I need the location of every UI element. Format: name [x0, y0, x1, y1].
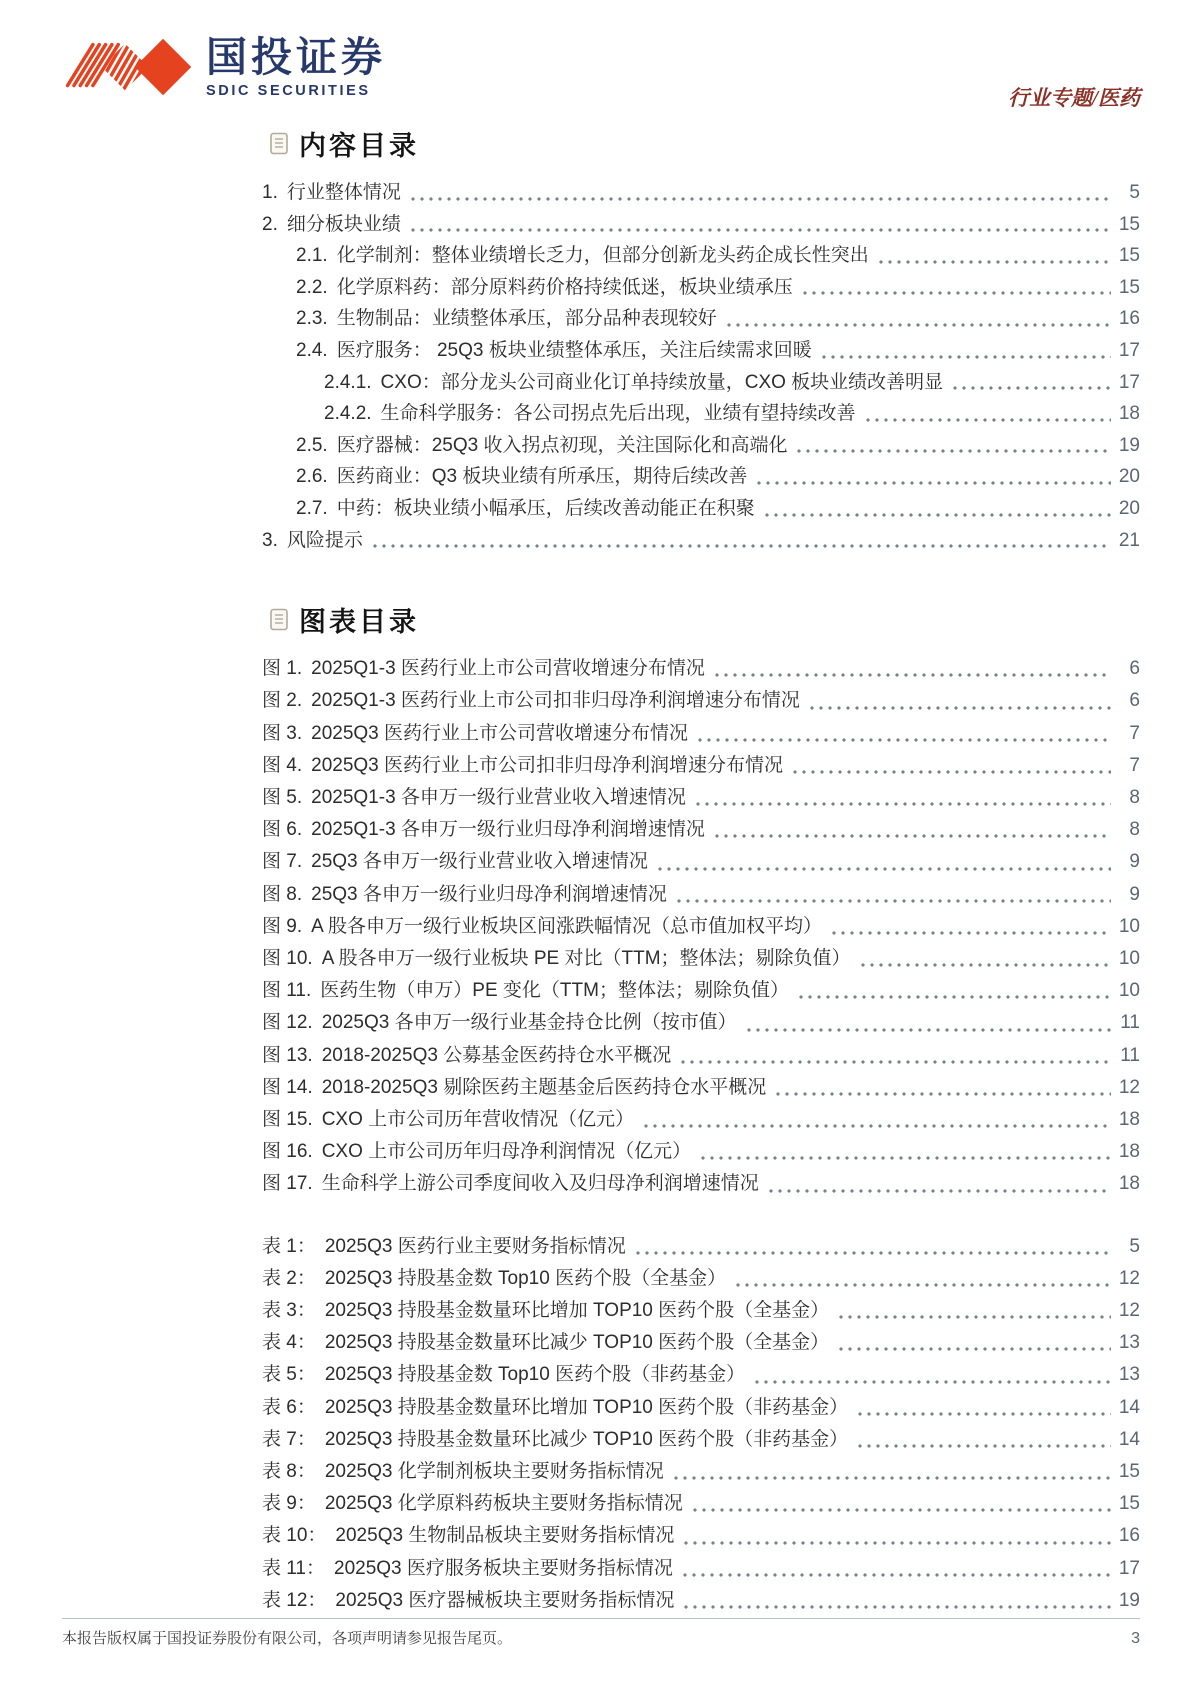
- entry-title: 2025Q1-3 医药行业上市公司营收增速分布情况: [311, 658, 705, 680]
- dot-leader: [701, 1156, 1111, 1160]
- entry-number: 表 5：: [262, 1364, 316, 1386]
- entry-number: 表 4：: [262, 1332, 316, 1354]
- entry-page: 18: [1118, 1108, 1140, 1130]
- table-entry[interactable]: [262, 1231, 1140, 1263]
- figure-entry[interactable]: [262, 750, 1140, 782]
- entry-title: 2018-2025Q3 公募基金医药持仓水平概况: [321, 1044, 672, 1066]
- entry-page: 10: [1118, 980, 1140, 1002]
- entry-page: 14: [1118, 1396, 1140, 1418]
- entry-page: 15: [1118, 245, 1140, 267]
- entry-number: 图 17.: [262, 1173, 313, 1195]
- figure-entry[interactable]: [262, 685, 1140, 717]
- entry-title: 生物制品：业绩整体承压，部分品种表现较好: [336, 308, 717, 330]
- entry-page: 5: [1129, 1235, 1140, 1257]
- entry-number: 2.5.: [296, 434, 328, 456]
- entry-page: 18: [1118, 403, 1140, 425]
- page-header: [62, 30, 1140, 112]
- table-entry[interactable]: [262, 1263, 1140, 1295]
- entry-title: 2025Q3 医疗服务板块主要财务指标情况: [334, 1557, 673, 1579]
- figure-entry[interactable]: [262, 1168, 1140, 1200]
- entry-title: 医疗器械：25Q3 收入拐点初现，关注国际化和高端化: [336, 434, 788, 456]
- toc-entry[interactable]: [262, 493, 1140, 525]
- dot-leader: [799, 995, 1111, 999]
- entry-page: 10: [1118, 947, 1140, 969]
- entry-page: 17: [1118, 371, 1140, 393]
- entry-title: 25Q3 各申万一级行业营业收入增速情况: [311, 851, 648, 873]
- dot-leader: [839, 1347, 1111, 1351]
- dot-leader: [636, 1251, 1111, 1255]
- toc-entry[interactable]: [262, 430, 1140, 462]
- dot-leader: [866, 418, 1111, 422]
- entry-number: 2.4.: [296, 339, 328, 361]
- entry-number: 图 4.: [262, 754, 303, 776]
- dot-leader: [858, 1444, 1111, 1448]
- logo-diamond-icon: [62, 30, 192, 104]
- figures-title: 图表目录: [299, 607, 419, 638]
- entry-page: 14: [1118, 1428, 1140, 1450]
- entry-page: 7: [1129, 754, 1140, 776]
- dot-leader: [411, 228, 1111, 232]
- entry-page: 19: [1118, 1589, 1140, 1611]
- entry-number: 表 9：: [262, 1493, 316, 1515]
- entry-page: 6: [1129, 658, 1140, 680]
- entry-number: 表 1：: [262, 1235, 316, 1257]
- entry-number: 2.: [262, 213, 278, 235]
- figure-entry[interactable]: [262, 653, 1140, 685]
- figures-section: [262, 600, 1140, 1617]
- entry-number: 图 3.: [262, 722, 303, 744]
- entry-number: 图 7.: [262, 851, 303, 873]
- entry-page: 11: [1120, 1012, 1140, 1034]
- entry-number: 图 9.: [262, 915, 303, 937]
- entry-title: 生命科学服务：各公司拐点先后出现，业绩有望持续改善: [380, 403, 856, 425]
- entry-number: 图 16.: [262, 1141, 313, 1163]
- table-entry[interactable]: [262, 1520, 1140, 1552]
- dot-leader: [757, 481, 1111, 485]
- entry-page: 10: [1118, 915, 1140, 937]
- toc-entry[interactable]: [262, 461, 1140, 493]
- entry-page: 15: [1118, 276, 1140, 298]
- dot-leader: [736, 1283, 1111, 1287]
- entry-title: CXO 上市公司历年营收情况（亿元）: [321, 1108, 635, 1130]
- entry-number: 2.6.: [296, 466, 328, 488]
- toc-entry[interactable]: [262, 525, 1140, 557]
- dot-leader: [644, 1124, 1111, 1128]
- figure-entry[interactable]: [262, 846, 1140, 878]
- toc-entry[interactable]: [262, 272, 1140, 304]
- dot-leader: [765, 513, 1111, 517]
- entry-number: 图 12.: [262, 1012, 313, 1034]
- dot-leader: [696, 802, 1111, 806]
- table-entry[interactable]: [262, 1424, 1140, 1456]
- entry-page: 9: [1129, 883, 1140, 905]
- entry-title: 2025Q1-3 各申万一级行业营业收入增速情况: [311, 786, 686, 808]
- dot-leader: [810, 706, 1111, 710]
- entry-title: 2025Q3 化学原料药板块主要财务指标情况: [324, 1493, 683, 1515]
- dot-leader: [861, 963, 1111, 967]
- toc-list: [262, 177, 1140, 556]
- report-category-label: 行业专题/医药: [1008, 86, 1140, 110]
- entry-number: 1.: [262, 182, 278, 203]
- dot-leader: [953, 386, 1111, 390]
- entry-title: 2025Q3 持股基金数量环比减少 TOP10 医药个股（全基金）: [324, 1332, 830, 1354]
- entry-number: 2.7.: [296, 497, 328, 519]
- entry-title: 2025Q1-3 医药行业上市公司扣非归母净利润增速分布情况: [311, 690, 800, 712]
- entry-title: 2025Q3 医药行业上市公司扣非归母净利润增速分布情况: [311, 754, 784, 776]
- figure-entry[interactable]: [262, 814, 1140, 846]
- table-entry[interactable]: [262, 1392, 1140, 1424]
- entry-number: 图 6.: [262, 819, 303, 841]
- figure-entry[interactable]: [262, 1104, 1140, 1136]
- entry-title: A 股各申万一级行业板块 PE 对比（TTM；整体法；剔除负值）: [321, 947, 851, 969]
- entry-page: 7: [1129, 722, 1140, 744]
- document-icon: [270, 132, 289, 155]
- figure-entry[interactable]: [262, 975, 1140, 1007]
- brand-name-cn: 国投证券: [206, 34, 386, 81]
- entry-title: 2025Q3 生物制品板块主要财务指标情况: [335, 1525, 675, 1547]
- toc-entry[interactable]: [262, 177, 1140, 209]
- entry-title: 2025Q3 持股基金数 Top10 医药个股（全基金）: [324, 1267, 727, 1289]
- entry-number: 图 1.: [262, 658, 303, 680]
- entry-number: 图 5.: [262, 786, 303, 808]
- dot-leader: [698, 738, 1111, 742]
- entry-number: 表 6：: [262, 1396, 316, 1418]
- entry-page: 17: [1118, 339, 1140, 361]
- dot-leader: [684, 1605, 1111, 1609]
- entry-title: 风险提示: [286, 529, 363, 551]
- entry-number: 图 8.: [262, 883, 303, 905]
- entry-number: 2.2.: [296, 276, 328, 298]
- dot-leader: [879, 260, 1111, 264]
- figures-list: [262, 653, 1140, 1200]
- table-entry[interactable]: [262, 1585, 1140, 1617]
- entry-title: 2018-2025Q3 剔除医药主题基金后医药持仓水平概况: [321, 1076, 767, 1098]
- entry-title: 医药商业：Q3 板块业绩有所承压，期待后续改善: [336, 466, 748, 488]
- dot-leader: [727, 323, 1111, 327]
- dot-leader: [776, 1092, 1111, 1096]
- entry-title: 细分板块业绩: [286, 213, 401, 235]
- copyright-text: 本报告版权属于国投证券股份有限公司，各项声明请参见报告尾页。: [62, 1631, 513, 1647]
- table-entry[interactable]: [262, 1327, 1140, 1359]
- dot-leader: [797, 449, 1111, 453]
- figure-entry[interactable]: [262, 1136, 1140, 1168]
- toc-entry[interactable]: [262, 303, 1140, 335]
- dot-leader: [677, 899, 1111, 903]
- dot-leader: [681, 1060, 1111, 1064]
- entry-title: 2025Q3 化学制剂板块主要财务指标情况: [324, 1461, 664, 1482]
- entry-number: 2.3.: [296, 308, 328, 330]
- entry-number: 图 14.: [262, 1076, 313, 1098]
- entry-page: 20: [1118, 466, 1140, 488]
- entry-title: 医药生物（申万）PE 变化（TTM；整体法；剔除负值）: [320, 980, 789, 1002]
- entry-number: 表 11：: [262, 1557, 326, 1579]
- dot-leader: [803, 291, 1111, 295]
- dot-leader: [683, 1573, 1111, 1577]
- dot-leader: [674, 1476, 1111, 1480]
- entry-title: 2025Q3 持股基金数量环比减少 TOP10 医药个股（非药基金）: [324, 1428, 849, 1450]
- brand-wordmark: [206, 35, 386, 98]
- table-entry[interactable]: [262, 1488, 1140, 1520]
- table-entry[interactable]: [262, 1295, 1140, 1327]
- entry-page: 13: [1118, 1332, 1140, 1354]
- toc-entry[interactable]: [262, 240, 1140, 272]
- entry-page: 12: [1118, 1267, 1140, 1289]
- entry-page: 12: [1118, 1076, 1140, 1098]
- entry-page: 21: [1118, 529, 1140, 551]
- entry-number: 2.4.2.: [324, 403, 372, 425]
- figure-entry[interactable]: [262, 718, 1140, 750]
- entry-number: 表 7：: [262, 1428, 316, 1450]
- entry-title: 2025Q3 持股基金数量环比增加 TOP10 医药个股（非药基金）: [324, 1396, 849, 1418]
- table-entry[interactable]: [262, 1553, 1140, 1585]
- brand-logo: [62, 30, 386, 104]
- dot-leader: [832, 931, 1111, 935]
- toc-entry[interactable]: [262, 367, 1140, 399]
- figures-section-head: [270, 600, 1140, 639]
- table-entry[interactable]: [262, 1359, 1140, 1391]
- dot-leader: [658, 867, 1111, 871]
- dot-leader: [684, 1541, 1111, 1545]
- dot-leader: [858, 1412, 1111, 1416]
- dot-leader: [793, 770, 1111, 774]
- entry-title: 2025Q3 医药行业上市公司营收增速分布情况: [311, 722, 689, 744]
- entry-title: 25Q3 各申万一级行业归母净利润增速情况: [311, 883, 667, 905]
- table-entry[interactable]: [262, 1456, 1140, 1488]
- entry-number: 2.1.: [296, 245, 328, 267]
- page-number: 3: [1131, 1630, 1140, 1647]
- entry-page: 16: [1118, 308, 1140, 330]
- figure-entry[interactable]: [262, 1040, 1140, 1072]
- brand-name-en: SDIC SECURITIES: [206, 82, 371, 99]
- entry-number: 图 13.: [262, 1044, 313, 1066]
- entry-page: 8: [1129, 786, 1140, 808]
- toc-entry[interactable]: [262, 209, 1140, 241]
- entry-page: 5: [1129, 182, 1140, 203]
- entry-page: 15: [1118, 1493, 1140, 1515]
- dot-leader: [715, 834, 1111, 838]
- toc-entry[interactable]: [262, 335, 1140, 367]
- entry-title: 2025Q3 持股基金数 Top10 医药个股（非药基金）: [324, 1364, 746, 1386]
- entry-title: 化学原料药：部分原料药价格持续低迷，板块业绩承压: [336, 276, 793, 298]
- figure-entry[interactable]: [262, 943, 1140, 975]
- entry-page: 20: [1118, 497, 1140, 519]
- dot-leader: [747, 1028, 1111, 1032]
- entry-title: A 股各申万一级行业板块区间涨跌幅情况（总市值加权平均）: [311, 915, 823, 937]
- entry-title: 医疗服务： 25Q3 板块业绩整体承压，关注后续需求回暖: [336, 339, 812, 361]
- entry-page: 17: [1118, 1557, 1140, 1579]
- entry-title: 行业整体情况: [286, 182, 401, 203]
- entry-title: 2025Q3 持股基金数量环比增加 TOP10 医药个股（全基金）: [324, 1299, 830, 1321]
- figure-entry[interactable]: [262, 1072, 1140, 1104]
- toc-section-head: [270, 124, 1140, 163]
- entry-page: 8: [1129, 819, 1140, 841]
- figure-entry[interactable]: [262, 1007, 1140, 1039]
- entry-page: 15: [1118, 213, 1140, 235]
- entry-number: 图 10.: [262, 947, 313, 969]
- page-footer: [62, 1618, 1140, 1648]
- entry-page: 16: [1118, 1525, 1140, 1547]
- dot-leader: [693, 1508, 1111, 1512]
- page-content: [262, 124, 1140, 1617]
- entry-number: 2.4.1.: [324, 371, 372, 393]
- entry-title: 生命科学上游公司季度间收入及归母净利润增速情况: [321, 1173, 759, 1195]
- toc-title: 内容目录: [299, 131, 419, 161]
- entry-page: 13: [1118, 1364, 1140, 1386]
- dot-leader: [715, 673, 1111, 677]
- entry-title: CXO：部分龙头公司商业化订单持续放量，CXO 板块业绩改善明显: [380, 371, 944, 393]
- entry-page: 9: [1129, 851, 1140, 873]
- entry-page: 19: [1118, 434, 1140, 456]
- toc-section: [262, 124, 1140, 556]
- entry-page: 18: [1118, 1173, 1140, 1195]
- entry-number: 表 8：: [262, 1461, 316, 1482]
- entry-number: 表 10：: [262, 1525, 327, 1547]
- tables-list: [262, 1231, 1140, 1617]
- toc-entry[interactable]: [262, 398, 1140, 430]
- entry-number: 表 3：: [262, 1299, 316, 1321]
- entry-page: 6: [1129, 690, 1140, 712]
- document-icon: [270, 608, 289, 631]
- figure-entry[interactable]: [262, 911, 1140, 943]
- entry-page: 15: [1118, 1461, 1140, 1482]
- dot-leader: [373, 544, 1111, 548]
- entry-title: 2025Q3 医疗器械板块主要财务指标情况: [335, 1589, 675, 1611]
- entry-title: CXO 上市公司历年归母净利润情况（亿元）: [321, 1141, 692, 1163]
- entry-page: 12: [1118, 1299, 1140, 1321]
- entry-number: 图 15.: [262, 1108, 313, 1130]
- entry-number: 图 2.: [262, 690, 303, 712]
- figure-entry[interactable]: [262, 782, 1140, 814]
- dot-leader: [755, 1380, 1111, 1384]
- entry-number: 图 11.: [262, 980, 312, 1002]
- entry-number: 表 12：: [262, 1589, 327, 1611]
- entry-title: 2025Q3 各申万一级行业基金持仓比例（按市值）: [321, 1012, 737, 1034]
- entry-title: 2025Q1-3 各申万一级行业归母净利润增速情况: [311, 819, 705, 841]
- dot-leader: [769, 1189, 1111, 1193]
- entry-page: 11: [1120, 1044, 1140, 1066]
- entry-title: 中药：板块业绩小幅承压，后续改善动能正在积聚: [336, 497, 755, 519]
- figure-entry[interactable]: [262, 879, 1140, 911]
- dot-leader: [411, 197, 1111, 201]
- entry-title: 2025Q3 医药行业主要财务指标情况: [324, 1235, 626, 1257]
- dot-leader: [822, 355, 1111, 359]
- entry-title: 化学制剂：整体业绩增长乏力，但部分创新龙头药企成长性突出: [336, 245, 869, 267]
- entry-number: 3.: [262, 529, 278, 551]
- entry-number: 表 2：: [262, 1267, 316, 1289]
- entry-page: 18: [1118, 1141, 1140, 1163]
- dot-leader: [839, 1315, 1111, 1319]
